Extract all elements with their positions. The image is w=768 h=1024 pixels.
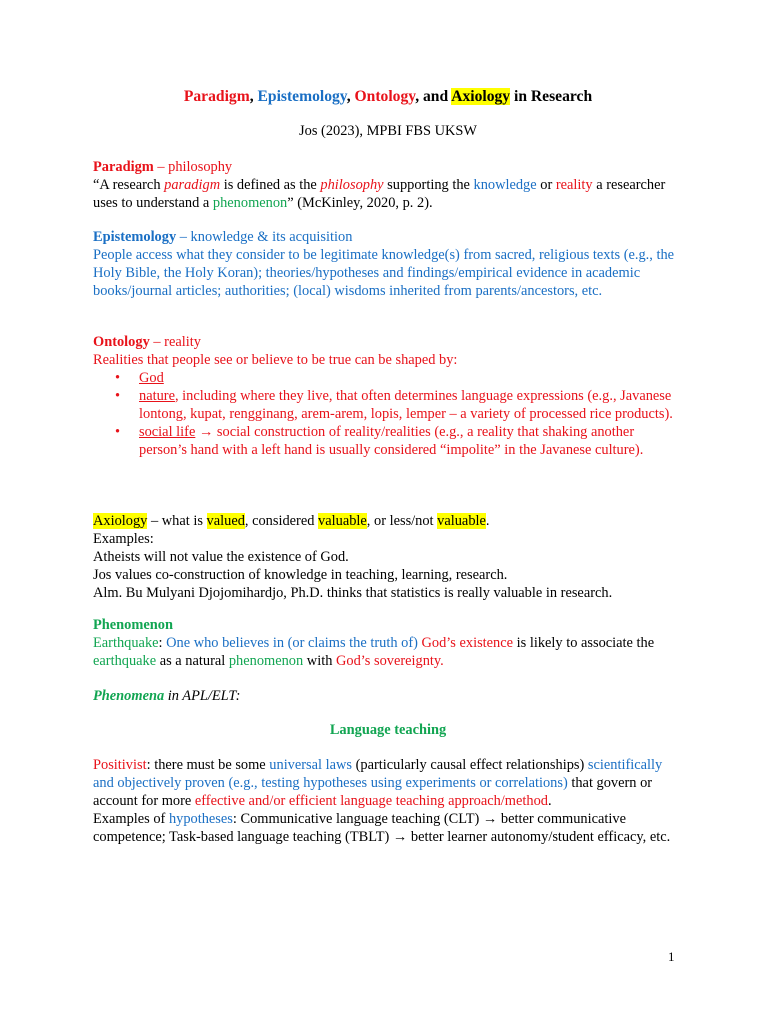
positivist-body: Positivist: there must be some universal laws (particularly causal effect relationships) scientifically and objectively proven (e.g., testing hypotheses using experiments or correlations) that govern or account for more effective and/or efficient language teaching approach/method.	[93, 757, 663, 809]
paradigm-subtitle: – philosophy	[153, 159, 233, 175]
page-number: 1	[668, 949, 675, 964]
ontology-heading: Ontology	[93, 334, 150, 350]
ontology-intro: Realities that people see or believe to be true can be shaped by:	[93, 352, 458, 368]
title-ontology: Ontology	[354, 88, 416, 105]
document-title	[93, 87, 683, 107]
title-in-research: in Research	[510, 88, 593, 105]
positivist-examples: Examples of hypotheses: Communicative language teaching (CLT) → better communicative competence; Task-based language teaching (TBLT) → better learner autonomy/student efficacy, etc.	[93, 811, 671, 845]
ontology-subtitle: – reality	[149, 334, 201, 350]
language-teaching-heading: Language teaching	[329, 722, 447, 738]
title-and: , and	[415, 88, 452, 105]
axiology-examples-label: Examples:	[93, 531, 154, 547]
title-sep: ,	[249, 88, 258, 105]
paradigm-quote: “A research paradigm is defined as the philosophy supporting the knowledge or reality a researcher uses to understand a phenomenon” (McKinley, 2020, p. 2).	[93, 177, 666, 211]
paradigm-section	[93, 158, 683, 212]
list-item: • nature, including where they live, that often determines language expressions (e.g., Javanese lontong, kupat, rengginang, arem-arem, lopis, lemper – a variety of processed rice products).	[115, 388, 673, 422]
author-line: Jos (2023), MPBI FBS UKSW	[299, 123, 477, 139]
title-epistemology: Epistemology	[257, 88, 347, 105]
axiology-heading: Axiology	[93, 513, 148, 529]
epistemology-section	[93, 228, 683, 300]
title-sep: ,	[346, 88, 355, 105]
title-axiology: Axiology	[451, 88, 511, 105]
axiology-example: Atheists will not value the existence of God.	[93, 549, 349, 565]
epistemology-body: People access what they consider to be legitimate knowledge(s) from sacred, religious texts (e.g., the Holy Bible, the Holy Koran); theories/hypotheses and findings/empirical evidence in academic books/journal articles; authorities; (local) wisdoms inherited from parents/ancestors, etc.	[93, 247, 675, 299]
phenomena-heading: Phenomena in APL/ELT:	[93, 688, 241, 704]
ontology-section	[93, 333, 683, 459]
phenomenon-heading: Phenomenon	[93, 617, 173, 633]
list-item: • God	[115, 370, 164, 386]
phenomenon-section	[93, 616, 683, 670]
ontology-list	[93, 369, 683, 459]
paradigm-heading: Paradigm	[93, 159, 154, 175]
phenomenon-body: Earthquake: One who believes in (or claims the truth of) God’s existence is likely to associate the earthquake as a natural phenomenon with God’s sovereignty.	[93, 635, 655, 669]
axiology-example: Jos values co-construction of knowledge in teaching, learning, research.	[93, 567, 508, 583]
epistemology-heading: Epistemology	[93, 229, 177, 245]
positivist-section	[93, 756, 683, 846]
epistemology-subtitle: – knowledge & its acquisition	[176, 229, 353, 245]
list-item: • social life → social construction of reality/realities (e.g., a reality that shaking another person’s hand with a left hand is usually considered “impolite” in the Javanese culture).	[115, 424, 644, 458]
title-paradigm: Paradigm	[183, 88, 250, 105]
axiology-example: Alm. Bu Mulyani Djojomihardjo, Ph.D. thinks that statistics is really valuable in research.	[93, 585, 613, 601]
axiology-section: Axiology – what is valued, considered valuable, or less/not valuable. Examples: Atheists will not value the existence of God. Jos values co-construction of knowledge in teaching, learning, research. Alm. Bu Mulyani Djojomihardjo, Ph.D. thinks that statistics is really valuable in research.	[93, 512, 683, 602]
